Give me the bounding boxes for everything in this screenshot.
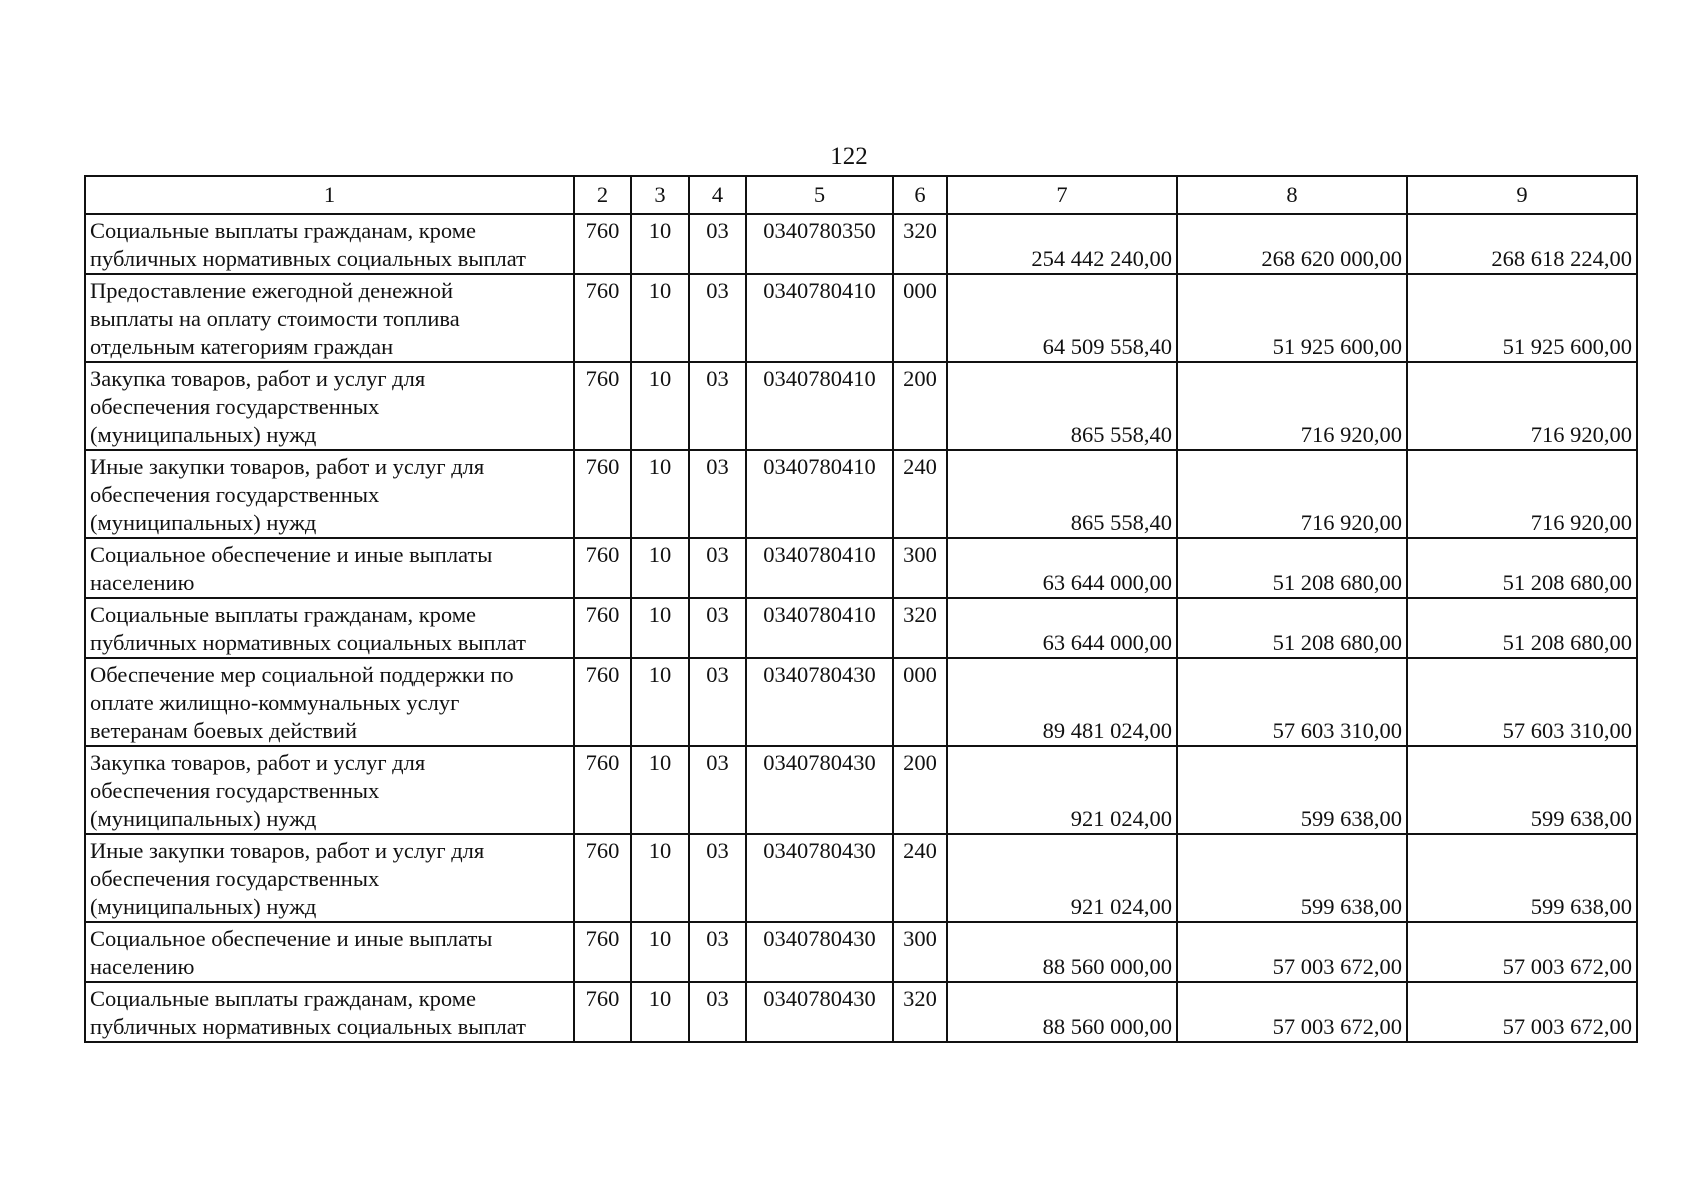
section-code: 10 <box>631 982 689 1042</box>
amount-col7: 921 024,00 <box>947 746 1177 834</box>
ministry-code: 760 <box>574 982 631 1042</box>
expense-type-code: 200 <box>893 746 947 834</box>
amount-col9: 57 603 310,00 <box>1407 658 1637 746</box>
expense-name: Социальное обеспечение и иные выплаты населению <box>85 922 574 982</box>
section-code: 10 <box>631 746 689 834</box>
amount-col7: 865 558,40 <box>947 450 1177 538</box>
expense-type-code: 200 <box>893 362 947 450</box>
amount-col8: 57 003 672,00 <box>1177 982 1407 1042</box>
column-header: 6 <box>893 176 947 214</box>
amount-col8: 57 003 672,00 <box>1177 922 1407 982</box>
expense-type-code: 000 <box>893 658 947 746</box>
table-row <box>85 274 1637 362</box>
table-row <box>85 450 1637 538</box>
expense-name: Социальное обеспечение и иные выплаты населению <box>85 538 574 598</box>
table-row <box>85 834 1637 922</box>
target-code: 0340780410 <box>746 362 893 450</box>
ministry-code: 760 <box>574 274 631 362</box>
section-code: 10 <box>631 274 689 362</box>
section-code: 10 <box>631 450 689 538</box>
amount-col8: 599 638,00 <box>1177 746 1407 834</box>
amount-col9: 51 208 680,00 <box>1407 598 1637 658</box>
amount-col7: 89 481 024,00 <box>947 658 1177 746</box>
amount-col8: 51 208 680,00 <box>1177 598 1407 658</box>
table-row <box>85 658 1637 746</box>
amount-col9: 599 638,00 <box>1407 834 1637 922</box>
table-row <box>85 746 1637 834</box>
subsection-code: 03 <box>689 450 746 538</box>
expense-name: Закупка товаров, работ и услуг для обеспечения государственных (муниципальных) нужд <box>85 746 574 834</box>
expense-name: Социальные выплаты гражданам, кроме публичных нормативных социальных выплат <box>85 214 574 274</box>
section-code: 10 <box>631 834 689 922</box>
amount-col8: 268 620 000,00 <box>1177 214 1407 274</box>
amount-col9: 268 618 224,00 <box>1407 214 1637 274</box>
subsection-code: 03 <box>689 982 746 1042</box>
ministry-code: 760 <box>574 922 631 982</box>
amount-col8: 51 208 680,00 <box>1177 538 1407 598</box>
target-code: 0340780410 <box>746 450 893 538</box>
column-header: 5 <box>746 176 893 214</box>
ministry-code: 760 <box>574 746 631 834</box>
target-code: 0340780350 <box>746 214 893 274</box>
table-row <box>85 922 1637 982</box>
target-code: 0340780410 <box>746 274 893 362</box>
target-code: 0340780410 <box>746 598 893 658</box>
section-code: 10 <box>631 214 689 274</box>
expense-type-code: 300 <box>893 922 947 982</box>
section-code: 10 <box>631 598 689 658</box>
target-code: 0340780410 <box>746 538 893 598</box>
table-row <box>85 598 1637 658</box>
table-row <box>85 982 1637 1042</box>
column-header: 7 <box>947 176 1177 214</box>
amount-col7: 63 644 000,00 <box>947 538 1177 598</box>
subsection-code: 03 <box>689 598 746 658</box>
expense-type-code: 240 <box>893 450 947 538</box>
subsection-code: 03 <box>689 274 746 362</box>
amount-col8: 716 920,00 <box>1177 450 1407 538</box>
amount-col7: 88 560 000,00 <box>947 922 1177 982</box>
subsection-code: 03 <box>689 922 746 982</box>
section-code: 10 <box>631 538 689 598</box>
section-code: 10 <box>631 922 689 982</box>
expense-type-code: 300 <box>893 538 947 598</box>
expense-name: Социальные выплаты гражданам, кроме публичных нормативных социальных выплат <box>85 598 574 658</box>
amount-col7: 64 509 558,40 <box>947 274 1177 362</box>
header-row <box>85 176 1637 214</box>
ministry-code: 760 <box>574 538 631 598</box>
page-number: 122 <box>830 143 868 170</box>
column-header: 8 <box>1177 176 1407 214</box>
expense-name: Предоставление ежегодной денежной выплаты на оплату стоимости топлива отдельным категориям граждан <box>85 274 574 362</box>
subsection-code: 03 <box>689 538 746 598</box>
amount-col7: 865 558,40 <box>947 362 1177 450</box>
target-code: 0340780430 <box>746 922 893 982</box>
expense-type-code: 240 <box>893 834 947 922</box>
table-row <box>85 538 1637 598</box>
amount-col9: 716 920,00 <box>1407 450 1637 538</box>
expense-type-code: 320 <box>893 598 947 658</box>
amount-col8: 57 603 310,00 <box>1177 658 1407 746</box>
amount-col8: 716 920,00 <box>1177 362 1407 450</box>
ministry-code: 760 <box>574 362 631 450</box>
subsection-code: 03 <box>689 746 746 834</box>
target-code: 0340780430 <box>746 834 893 922</box>
subsection-code: 03 <box>689 658 746 746</box>
expense-name: Иные закупки товаров, работ и услуг для обеспечения государственных (муниципальных) нужд <box>85 834 574 922</box>
expense-type-code: 320 <box>893 982 947 1042</box>
table-row <box>85 362 1637 450</box>
expense-type-code: 000 <box>893 274 947 362</box>
amount-col7: 921 024,00 <box>947 834 1177 922</box>
amount-col8: 51 925 600,00 <box>1177 274 1407 362</box>
amount-col8: 599 638,00 <box>1177 834 1407 922</box>
amount-col7: 88 560 000,00 <box>947 982 1177 1042</box>
column-header: 4 <box>689 176 746 214</box>
expense-name: Обеспечение мер социальной поддержки по оплате жилищно-коммунальных услуг ветеранам боевых действий <box>85 658 574 746</box>
amount-col9: 716 920,00 <box>1407 362 1637 450</box>
section-code: 10 <box>631 362 689 450</box>
column-header: 9 <box>1407 176 1637 214</box>
table-row <box>85 214 1637 274</box>
ministry-code: 760 <box>574 658 631 746</box>
subsection-code: 03 <box>689 214 746 274</box>
amount-col7: 63 644 000,00 <box>947 598 1177 658</box>
amount-col9: 57 003 672,00 <box>1407 922 1637 982</box>
subsection-code: 03 <box>689 362 746 450</box>
column-header: 1 <box>85 176 574 214</box>
target-code: 0340780430 <box>746 746 893 834</box>
expense-name: Закупка товаров, работ и услуг для обеспечения государственных (муниципальных) нужд <box>85 362 574 450</box>
budget-table <box>84 175 1638 1043</box>
target-code: 0340780430 <box>746 658 893 746</box>
expense-name: Иные закупки товаров, работ и услуг для обеспечения государственных (муниципальных) нужд <box>85 450 574 538</box>
amount-col9: 599 638,00 <box>1407 746 1637 834</box>
amount-col9: 51 208 680,00 <box>1407 538 1637 598</box>
expense-name: Социальные выплаты гражданам, кроме публичных нормативных социальных выплат <box>85 982 574 1042</box>
ministry-code: 760 <box>574 598 631 658</box>
section-code: 10 <box>631 658 689 746</box>
amount-col7: 254 442 240,00 <box>947 214 1177 274</box>
ministry-code: 760 <box>574 450 631 538</box>
amount-col9: 57 003 672,00 <box>1407 982 1637 1042</box>
ministry-code: 760 <box>574 214 631 274</box>
target-code: 0340780430 <box>746 982 893 1042</box>
subsection-code: 03 <box>689 834 746 922</box>
amount-col9: 51 925 600,00 <box>1407 274 1637 362</box>
ministry-code: 760 <box>574 834 631 922</box>
column-header: 2 <box>574 176 631 214</box>
expense-type-code: 320 <box>893 214 947 274</box>
column-header: 3 <box>631 176 689 214</box>
